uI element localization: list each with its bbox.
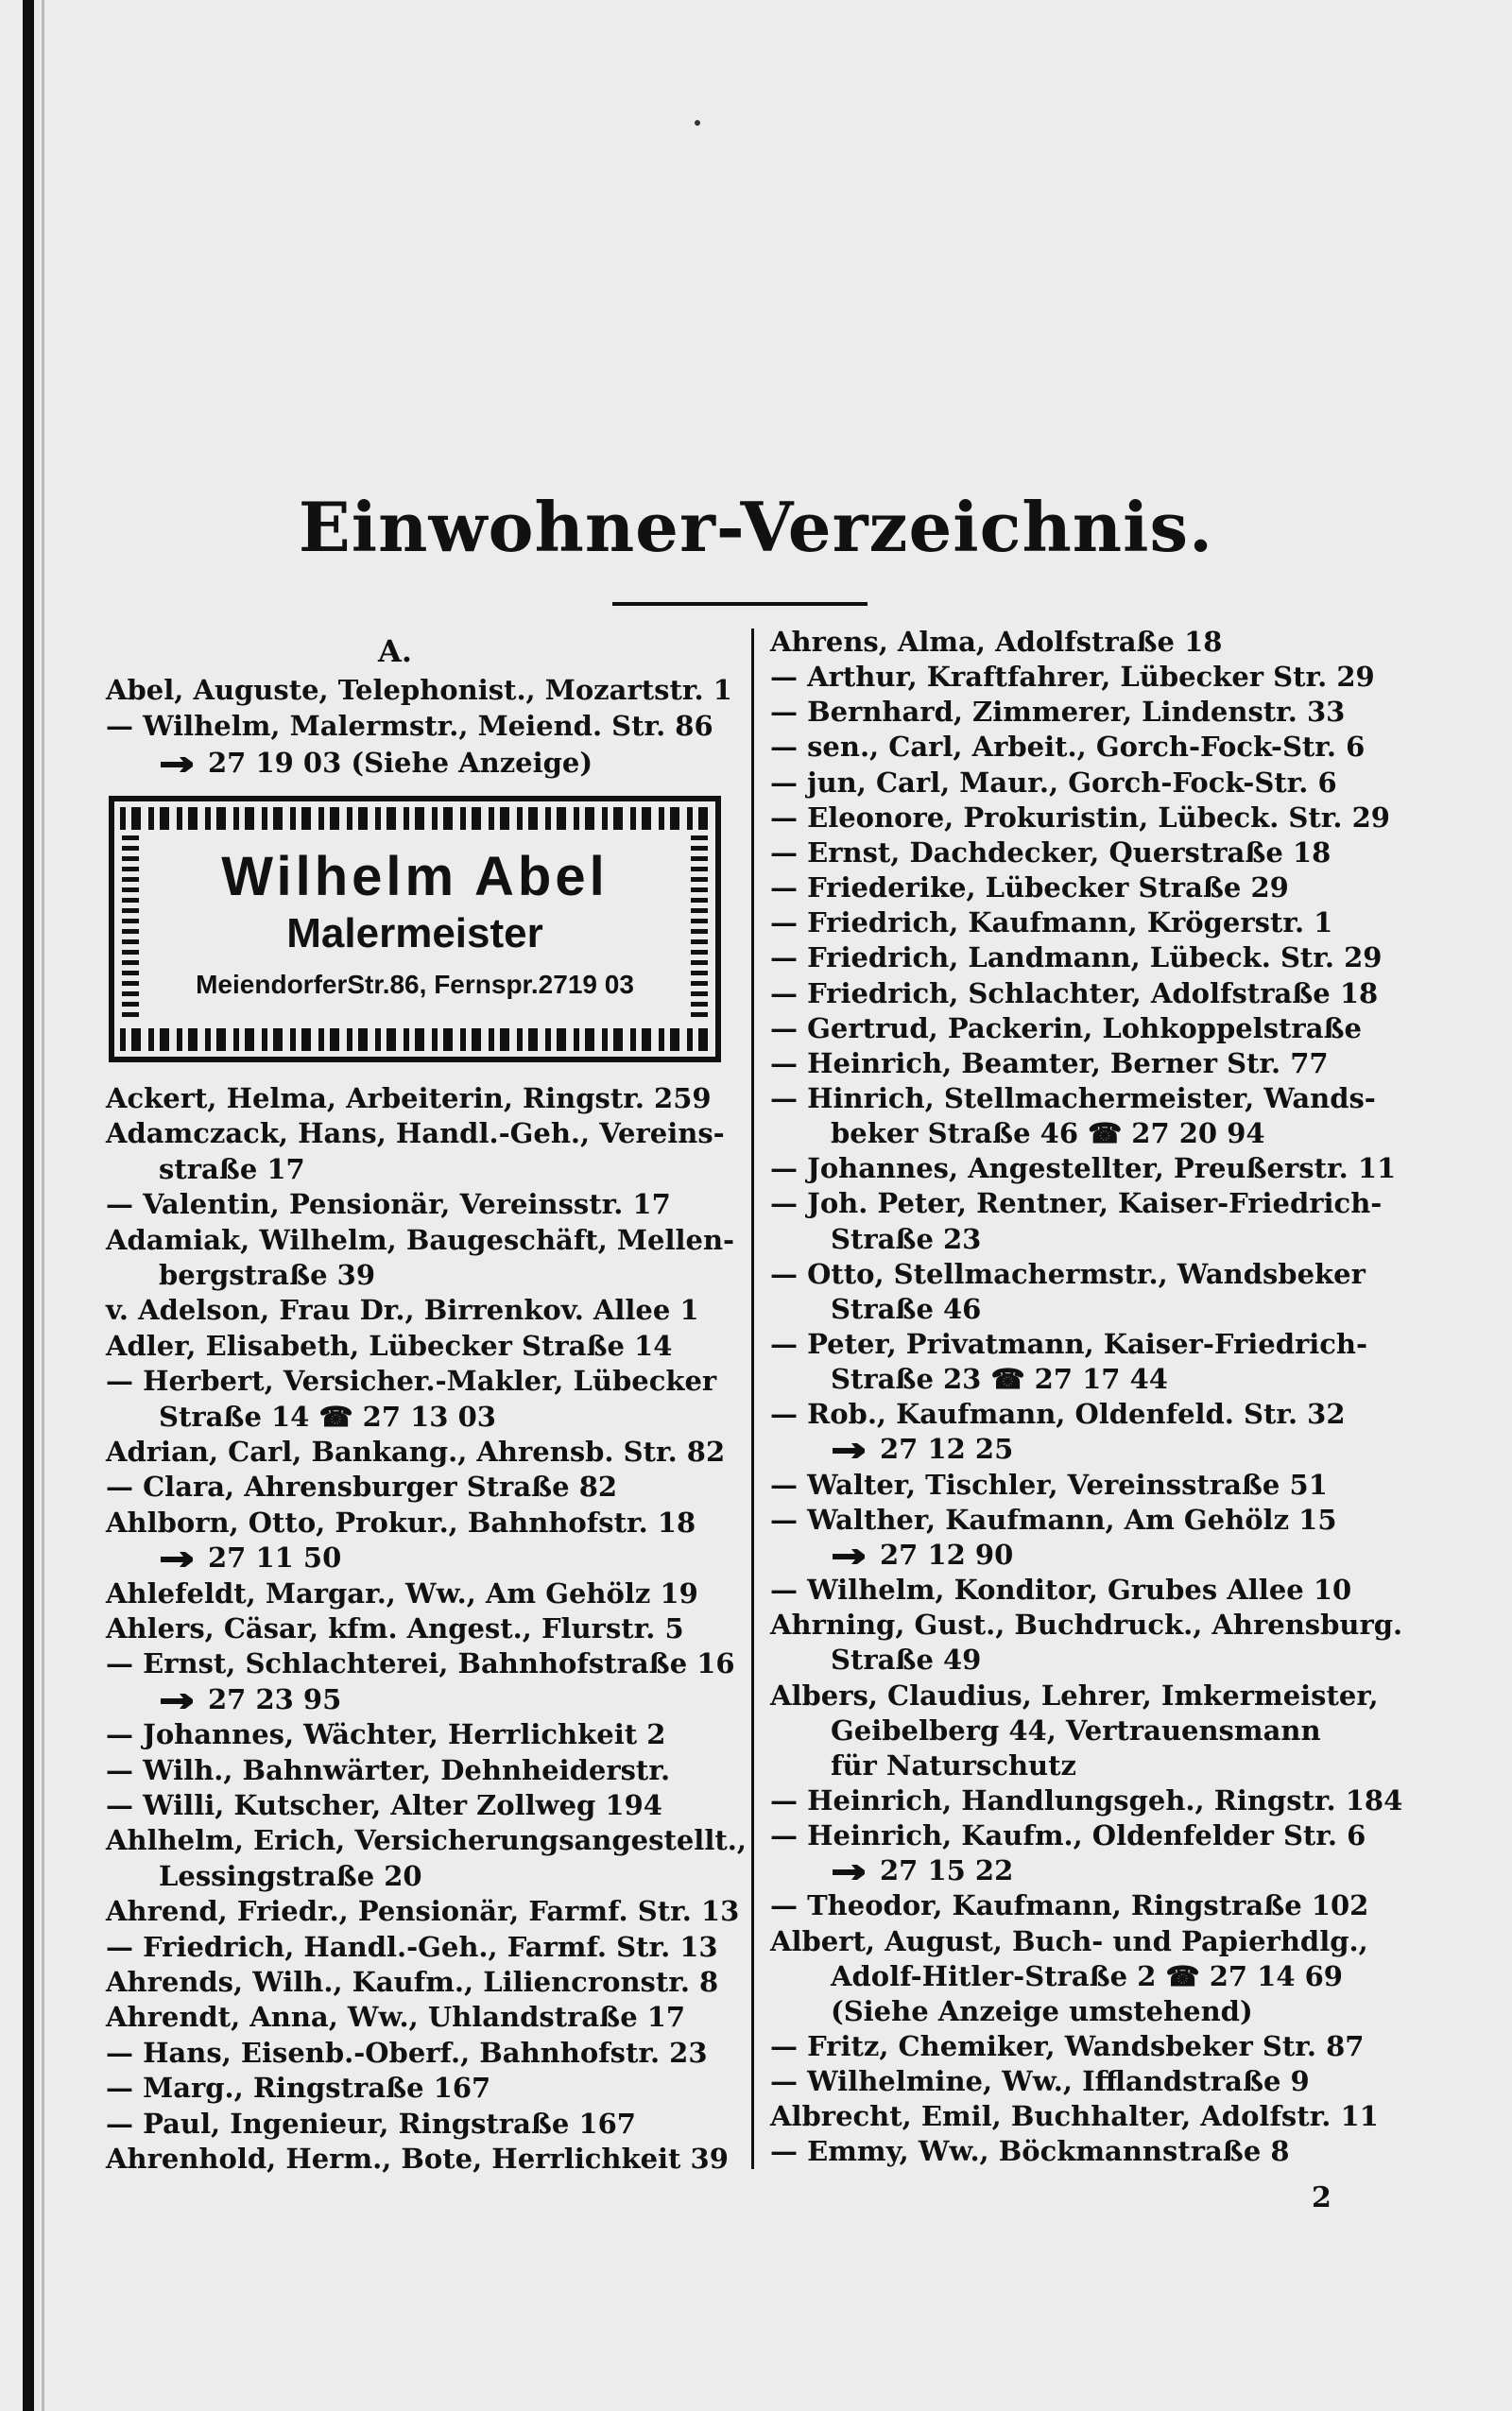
entry-text: Ahlborn, Otto, Prokur., Bahnhofstr. 18: [106, 1506, 696, 1539]
directory-entry-line: [831, 1994, 1253, 2028]
entry-text: — Otto, Stellmachermstr., Wandsbeker: [770, 1257, 1366, 1290]
entry-text: Albrecht, Emil, Buchhalter, Adolfstr. 11: [770, 2100, 1379, 2133]
directory-entry-line: [106, 1646, 735, 1680]
entry-text: Ahlefeldt, Margar., Ww., Am Gehölz 19: [106, 1576, 698, 1610]
entry-text: — Walther, Kaufmann, Am Gehölz 15: [770, 1503, 1337, 1536]
directory-entry-line: [770, 1257, 1366, 1291]
directory-entry-line: [106, 2071, 490, 2105]
entry-text: — Joh. Peter, Rentner, Kaiser-Friedrich-: [770, 1187, 1383, 1220]
entry-text: bergstraße 39: [159, 1259, 376, 1291]
directory-entry-line: [831, 1538, 1013, 1572]
entry-text: (Siehe Anzeige umstehend): [831, 1994, 1253, 2027]
directory-entry-line: [159, 1541, 341, 1575]
entry-text: — Friedrich, Handl.-Geh., Farmf. Str. 13: [106, 1930, 718, 1963]
entry-text: — Friedrich, Kaufmann, Krögerstr. 1: [770, 906, 1333, 939]
directory-entry-line: [831, 1853, 1013, 1887]
entry-text: Straße 14 ☎ 27 13 03: [159, 1400, 496, 1433]
entry-text: — Hinrich, Stellmachermeister, Wands-: [770, 1081, 1376, 1114]
entry-text: — Valentin, Pensionär, Vereinsstr. 17: [106, 1188, 671, 1221]
entry-text: — Johannes, Angestellter, Preußerstr. 11: [770, 1152, 1397, 1185]
ad-ornament-top: [120, 807, 710, 830]
entry-text: 27 12 90: [880, 1538, 1014, 1571]
entry-text: Geibelberg 44, Vertrauensmann: [831, 1714, 1321, 1747]
entry-text: — Willi, Kutscher, Alter Zollweg 194: [106, 1789, 662, 1821]
entry-text: beker Straße 46 ☎ 27 20 94: [831, 1117, 1265, 1150]
directory-entry-line: [106, 673, 732, 707]
directory-entry-line: [159, 1152, 305, 1186]
entry-text: Ahlers, Cäsar, kfm. Angest., Flurstr. 5: [106, 1612, 684, 1645]
directory-entry-line: [770, 1573, 1351, 1607]
entry-text: Ackert, Helma, Arbeiterin, Ringstr. 259: [106, 1082, 712, 1114]
entry-text: 27 19 03 (Siehe Anzeige): [208, 747, 593, 779]
entry-text: — Fritz, Chemiker, Wandsbeker Str. 87: [770, 2030, 1365, 2062]
entry-text: Straße 49: [831, 1644, 982, 1677]
directory-entry-line: [770, 835, 1331, 870]
entry-text: — Ernst, Schlachterei, Bahnhofstraße 16: [106, 1647, 735, 1680]
directory-entry-line: [770, 1046, 1329, 1080]
entry-text: Ahrens, Alma, Adolfstraße 18: [770, 626, 1223, 658]
telephone-hand-icon: [159, 754, 198, 775]
directory-entry-line: [770, 1888, 1368, 1922]
directory-entry-line: [106, 1329, 672, 1363]
directory-entry-line: [770, 1924, 1368, 1958]
directory-entry-line: [770, 695, 1345, 729]
directory-entry-line: [831, 1116, 1265, 1150]
directory-entry-line: [770, 940, 1382, 974]
directory-entry-line: [159, 1859, 422, 1893]
entry-text: — Friedrich, Landmann, Lübeck. Str. 29: [770, 941, 1383, 974]
entry-text: — Peter, Privatmann, Kaiser-Friedrich-: [770, 1328, 1368, 1360]
entry-text: 27 15 22: [880, 1854, 1014, 1887]
entry-text: Adolf-Hitler-Straße 2 ☎ 27 14 69: [831, 1959, 1343, 1992]
entry-text: 27 23 95: [208, 1682, 342, 1715]
directory-entry-line: [831, 1714, 1321, 1748]
entry-text: — Arthur, Kraftfahrer, Lübecker Str. 29: [770, 661, 1375, 694]
directory-entry-line: [770, 870, 1289, 904]
entry-text: — Wilh., Bahnwärter, Dehnheiderstr.: [106, 1753, 671, 1786]
directory-entry-line: [106, 1187, 671, 1221]
directory-entry-line: [770, 1011, 1362, 1045]
directory-entry-line: [106, 1717, 665, 1751]
entry-text: 27 12 25: [880, 1433, 1014, 1466]
directory-entry-line: [831, 1643, 981, 1677]
entry-text: — Walter, Tischler, Vereinsstraße 51: [770, 1468, 1328, 1501]
entry-text: — Heinrich, Beamter, Berner Str. 77: [770, 1046, 1329, 1079]
entry-text: Abel, Auguste, Telephonist., Mozartstr. 1: [106, 674, 732, 706]
directory-entry-line: [831, 1748, 1076, 1782]
entry-text: Straße 46: [831, 1292, 982, 1325]
directory-entry-line: [770, 905, 1332, 939]
directory-entry-line: [106, 2107, 636, 2141]
entry-text: — Bernhard, Zimmerer, Lindenstr. 33: [770, 696, 1346, 729]
directory-entry-line: [831, 1292, 981, 1326]
directory-entry-line: [106, 1435, 725, 1469]
directory-entry-line: [770, 976, 1378, 1010]
directory-entry-line: [106, 1611, 684, 1645]
directory-entry-line: [770, 801, 1390, 835]
entry-text: Straße 23 ☎ 27 17 44: [831, 1363, 1168, 1396]
directory-entry-line: [770, 766, 1337, 800]
entry-text: — Friedrich, Schlachter, Adolfstraße 18: [770, 976, 1379, 1009]
entry-text: Adler, Elisabeth, Lübecker Straße 14: [106, 1329, 673, 1362]
directory-entry-line: [831, 1432, 1013, 1466]
entry-text: — Paul, Ingenieur, Ringstraße 167: [106, 2107, 636, 2140]
ad-ornament-right: [691, 835, 708, 1023]
entry-text: straße 17: [159, 1152, 305, 1185]
directory-entry-line: [831, 1959, 1343, 1993]
directory-entry-line: [770, 2099, 1379, 2133]
directory-entry-line: [770, 2064, 1310, 2098]
print-speck: [695, 120, 700, 126]
directory-entry-line: [106, 1506, 696, 1540]
directory-entry-line: [770, 1397, 1346, 1431]
entry-text: — sen., Carl, Arbeit., Gorch-Fock-Str. 6: [770, 731, 1366, 764]
title-rule: [612, 602, 868, 606]
directory-entry-line: [770, 1679, 1379, 1713]
entry-text: Ahlhelm, Erich, Versicherungsangestellt.,: [106, 1824, 747, 1857]
entry-text: Albers, Claudius, Lehrer, Imkermeister,: [770, 1679, 1379, 1712]
entry-text: Adrian, Carl, Bankang., Ahrensb. Str. 82: [106, 1436, 726, 1468]
directory-entry-line: [770, 1081, 1376, 1115]
entry-text: Albert, August, Buch- und Papierhdlg.,: [770, 1924, 1368, 1957]
book-spine-edge: [23, 0, 34, 2411]
directory-entry-line: [106, 1894, 739, 1928]
telephone-hand-icon: [831, 1862, 870, 1883]
column-divider: [751, 629, 754, 2169]
directory-entry-line: [106, 1223, 734, 1257]
entry-text: Ahrning, Gust., Buchdruck., Ahrensburg.: [770, 1609, 1403, 1642]
directory-entry-line: [770, 1186, 1382, 1220]
directory-entry-line: [159, 1682, 341, 1716]
page-title: Einwohner-Verzeichnis.: [298, 487, 1214, 567]
telephone-hand-icon: [831, 1440, 870, 1461]
directory-entry-line: [770, 1151, 1396, 1185]
directory-entry-line: [770, 1468, 1328, 1502]
entry-text: — Emmy, Ww., Böckmannstraße 8: [770, 2135, 1290, 2168]
directory-entry-line: [770, 660, 1375, 694]
entry-text: — jun, Carl, Maur., Gorch-Fock-Str. 6: [770, 766, 1337, 799]
directory-entry-line: [770, 1503, 1337, 1537]
directory-entry-line: [770, 2029, 1364, 2063]
directory-entry-line: [770, 1783, 1402, 1817]
entry-text: Straße 23: [831, 1222, 982, 1255]
directory-entry-line: [770, 625, 1222, 659]
directory-entry-line: [106, 1930, 718, 1964]
entry-text: — Clara, Ahrensburger Straße 82: [106, 1471, 618, 1504]
entry-text: — Herbert, Versicher.-Makler, Lübecker: [106, 1365, 717, 1398]
directory-entry-line: [106, 1788, 662, 1822]
telephone-hand-icon: [831, 1546, 870, 1567]
entry-text: Ahrends, Wilh., Kaufm., Liliencronstr. 8: [106, 1966, 719, 1998]
entry-text: Lessingstraße 20: [159, 1859, 422, 1892]
ad-trade: Malermeister: [286, 910, 543, 956]
directory-entry-line: [159, 1400, 496, 1434]
entry-text: Adamiak, Wilhelm, Baugeschäft, Mellen-: [106, 1223, 735, 1256]
entry-text: v. Adelson, Frau Dr., Birrenkov. Allee 1: [106, 1294, 699, 1327]
telephone-hand-icon: [159, 1549, 198, 1570]
entry-text: Adamczack, Hans, Handl.-Geh., Vereins-: [106, 1117, 725, 1150]
directory-entry-line: [106, 1576, 698, 1610]
page-number: 2: [1312, 2181, 1332, 2214]
entry-text: — Wilhelm, Konditor, Grubes Allee 10: [770, 1574, 1352, 1607]
directory-entry-line: [770, 1818, 1366, 1852]
directory-entry-line: [159, 1258, 375, 1292]
directory-entry-line: [106, 1823, 747, 1857]
directory-entry-line: [831, 1362, 1168, 1396]
ad-content: [148, 835, 681, 1023]
entry-text: — Eleonore, Prokuristin, Lübeck. Str. 29: [770, 801, 1390, 834]
directory-entry-line: [106, 2142, 729, 2176]
directory-entry-line: [770, 1327, 1367, 1361]
ad-address: MeiendorferStr.86, Fernspr.2719 03: [196, 970, 634, 999]
directory-entry-line: [106, 1293, 699, 1327]
entry-text: Ahrendt, Anna, Ww., Uhlandstraße 17: [106, 2001, 686, 2034]
entry-text: für Naturschutz: [831, 1748, 1077, 1782]
entry-text: — Wilhelm, Malermstr., Meiend. Str. 86: [106, 710, 713, 742]
directory-entry-line: [106, 1965, 718, 1999]
entry-text: — Gertrud, Packerin, Lohkoppelstraße: [770, 1011, 1362, 1044]
telephone-hand-icon: [159, 1691, 198, 1712]
directory-entry-line: [159, 746, 593, 780]
directory-entry-line: [770, 2134, 1290, 2168]
directory-entry-line: [106, 2036, 708, 2070]
directory-entry-line: [770, 730, 1365, 764]
directory-entry-line: [106, 2000, 685, 2034]
directory-entry-line: [770, 1608, 1402, 1642]
entry-text: — Johannes, Wächter, Herrlichkeit 2: [106, 1718, 666, 1751]
entry-text: — Heinrich, Kaufm., Oldenfelder Str. 6: [770, 1819, 1366, 1852]
entry-text: — Hans, Eisenb.-Oberf., Bahnhofstr. 23: [106, 2036, 708, 2069]
entry-text: Ahrenhold, Herm., Bote, Herrlichkeit 39: [106, 2143, 729, 2175]
directory-entry-line: [831, 1222, 981, 1256]
entry-text: — Friederike, Lübecker Straße 29: [770, 871, 1289, 904]
directory-entry-line: [106, 1470, 617, 1504]
directory-entry-line: [106, 709, 713, 743]
section-letter: A.: [378, 633, 412, 669]
ad-ornament-left: [122, 835, 139, 1023]
directory-entry-line: [106, 1116, 725, 1150]
advertisement-box: [109, 796, 721, 1062]
entry-text: 27 11 50: [208, 1541, 342, 1575]
directory-entry-line: [106, 1081, 712, 1115]
directory-entry-line: [106, 1753, 670, 1787]
ad-business-name: Wilhelm Abel: [221, 846, 609, 907]
page-edge-shadow: [42, 0, 44, 2411]
entry-text: — Marg., Ringstraße 167: [106, 2072, 491, 2105]
entry-text: Ahrend, Friedr., Pensionär, Farmf. Str. 13: [106, 1895, 740, 1928]
ad-ornament-bottom: [120, 1028, 710, 1051]
entry-text: — Theodor, Kaufmann, Ringstraße 102: [770, 1889, 1369, 1922]
entry-text: — Heinrich, Handlungsgeh., Ringstr. 184: [770, 1783, 1403, 1817]
entry-text: — Ernst, Dachdecker, Querstraße 18: [770, 835, 1332, 869]
entry-text: — Wilhelmine, Ww., Ifflandstraße 9: [770, 2065, 1310, 2098]
entry-text: — Rob., Kaufmann, Oldenfeld. Str. 32: [770, 1398, 1346, 1431]
directory-entry-line: [106, 1364, 716, 1398]
